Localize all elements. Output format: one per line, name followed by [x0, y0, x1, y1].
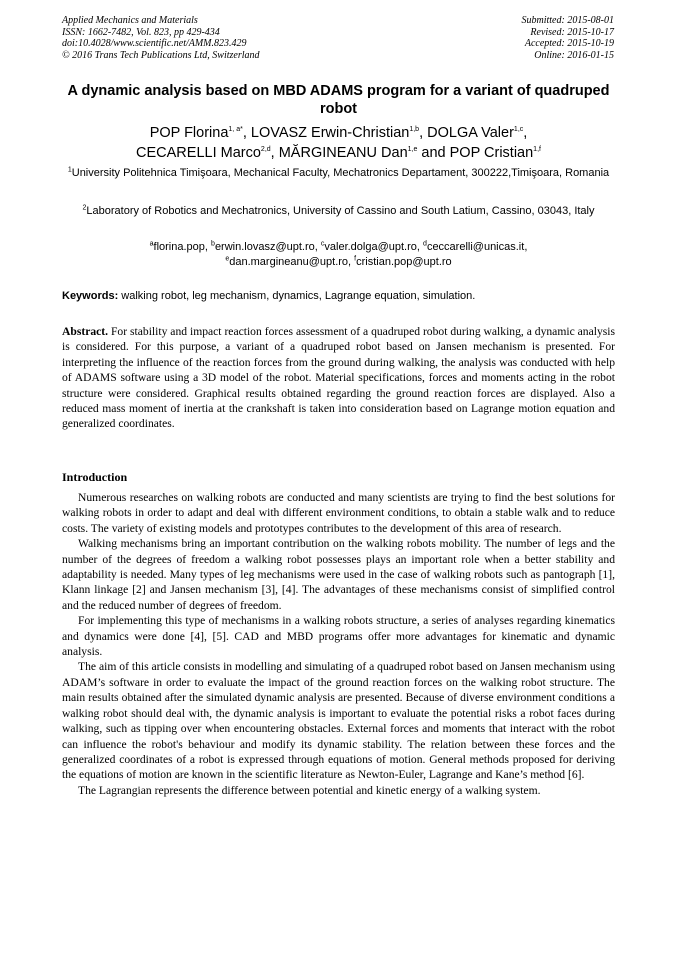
email-list: [62, 240, 615, 270]
email-separator: ,: [314, 241, 321, 253]
affiliation-marker: 2: [82, 204, 87, 212]
paragraph: The Lagrangian represents the difference between potential and kinetic energy of a walking system.: [78, 783, 541, 797]
affiliation-marker: 1: [67, 166, 72, 174]
author-name: DOLGA Valer: [427, 125, 514, 141]
paragraph: Numerous researches on walking robots are conducted and many scientists are trying to find the best solutions for walking robots in order to adapt and deal with different environment conditions, to obtain a stable walk and to reduce costs. The variety of existing models and prototypes contributes to the development of this area of research.: [62, 491, 615, 535]
abstract-label: Abstract.: [62, 325, 109, 338]
affiliation-text: Laboratory of Robotics and Mechatronics, University of Cassino and South Latium, Cassino, 03043, Italy: [86, 205, 595, 217]
email-address[interactable]: erwin.lovasz@upt.ro: [214, 241, 315, 253]
email-address[interactable]: cristian.pop@upt.ro: [356, 256, 452, 268]
email-marker: f: [354, 255, 357, 263]
body-text: [62, 490, 615, 798]
abstract-text: For stability and impact reaction forces assessment of a quadruped robot during walking, a dynamic analysis is considered. For this purpose, a variant of a quadruped robot based on Jansen mechanism is presented. For interpreting the influence of the reaction forces from the ground during walking, the analysis was conducted with help of ADAMS software using a 3D model of the robot. Material specifications, forces and moments acting in the robot structure were considered. Graphical results obtained regarding the ground reaction forces are displayed. Also a reduced mass moment of inertia at the crankshaft is taken into consideration based on Lagrange motion equation and generalized coordinates.: [62, 325, 615, 431]
email-separator: ,: [524, 241, 528, 253]
paragraph: Walking mechanisms bring an important contribution on the walking robots mobility. The number of legs and the number of the degrees of freedom a walking robot possesses plays an important role when a better stability and adaptability is needed. Many types of leg mechanisms were used in the case of walking robots such as pantograph [1], Klann linkage [2] and Jansen mechanism [3], [4]. The advantages of these mechanisms consist of simplified control and the reduced number of degrees of freedom.: [62, 537, 615, 612]
author-affiliation-marker: 1,c: [513, 126, 524, 134]
author-affiliation-marker: 1,f: [533, 146, 541, 154]
affiliation: [62, 165, 615, 181]
paragraph: The aim of this article consists in modelling and simulating of a quadruped robot based on Jansen mechanism using ADAM’s software in order to evaluate the impact of the ground reaction forces on the walking robot structure. The main results obtained after the simulated dynamic analysis are presented. Because of diverse environment conditions a walking robot should deal with, the dynamic analysis is important to evaluate the potential risks a robot faces during walking, such as tipping over when encountering obstacles. External forces and moments that interact with the robot can influence the robot's behaviour and modify its dynamic stability. The relation between these forces and the generalized coordinates of a robot is expressed through equations of motion. General methods proposed for deriving the equations of motion are known in the scientific literature as Newton-Euler, Lagrange and Kane’s method [6].: [62, 660, 615, 782]
affiliation: [62, 203, 615, 219]
email-marker: c: [320, 240, 325, 248]
author-name: LOVASZ Erwin-Christian: [250, 125, 410, 141]
keywords-label: Keywords:: [62, 290, 119, 302]
author-affiliation-marker: 1,e: [407, 146, 418, 154]
submission-dates: [522, 15, 615, 61]
author-separator: ,: [242, 125, 251, 141]
journal-name: Applied Mechanics and Materials: [62, 15, 198, 26]
journal-info: [62, 15, 260, 61]
journal-doi: doi:10.4028/www.scientific.net/AMM.823.429: [62, 38, 247, 49]
author-separator: ,: [523, 125, 528, 141]
journal-copyright: © 2016 Trans Tech Publications Ltd, Switzerland: [62, 49, 260, 61]
keywords: [62, 289, 615, 303]
author-separator: ,: [419, 125, 428, 141]
paragraph: For implementing this type of mechanisms in a walking robots structure, a series of analyses regarding kinematics and dynamics were done [4], [5]. CAD and MBD programs offer more advantages for kinematic and dynamic analysis.: [62, 614, 615, 659]
paper-title: A dynamic analysis based on MBD ADAMS program for a variant of quadruped robot: [67, 83, 610, 117]
author-affiliation-marker: 1, a*: [228, 126, 243, 134]
abstract: [62, 324, 615, 432]
date-online: Online: 2016-01-15: [534, 49, 614, 61]
author-name: POP Florina: [149, 125, 229, 141]
email-separator: ,: [204, 241, 212, 253]
email-marker: b: [211, 240, 215, 248]
author-affiliation-marker: 1,b: [409, 126, 420, 134]
author-name: CECARELLI Marco: [136, 145, 261, 161]
email-marker: a: [149, 240, 154, 248]
section-heading: Introduction: [62, 470, 128, 484]
email-separator: ,: [348, 256, 355, 268]
email-address[interactable]: valer.dolga@upt.ro: [324, 241, 417, 253]
email-marker: d: [423, 240, 427, 248]
email-address[interactable]: dan.margineanu@upt.ro: [229, 256, 349, 268]
email-separator: ,: [416, 241, 424, 253]
email-address[interactable]: ceccarelli@unicas.it: [426, 241, 525, 253]
email-marker: e: [225, 255, 230, 263]
date-revised: Revised: 2015-10-17: [530, 26, 614, 38]
date-accepted: Accepted: 2015-10-19: [524, 38, 614, 49]
email-address[interactable]: florina.pop: [153, 241, 205, 253]
affiliation-text: University Politehnica Timişoara, Mechanical Faculty, Mechatronics Departament, 300222,Timişoara, Romania: [71, 167, 610, 179]
keywords-text: walking robot, leg mechanism, dynamics, Lagrange equation, simulation.: [118, 290, 476, 302]
author-separator: ,: [270, 145, 279, 161]
author-affiliation-marker: 2,d: [260, 146, 271, 154]
journal-issn: ISSN: 1662-7482, Vol. 823, pp 429-434: [62, 26, 220, 38]
author-name: POP Cristian: [449, 145, 534, 161]
author-name: MĂRGINEANU Dan: [278, 145, 408, 161]
author-list: [62, 123, 615, 163]
author-separator: and: [417, 145, 450, 161]
date-submitted: Submitted: 2015-08-01: [521, 15, 614, 26]
